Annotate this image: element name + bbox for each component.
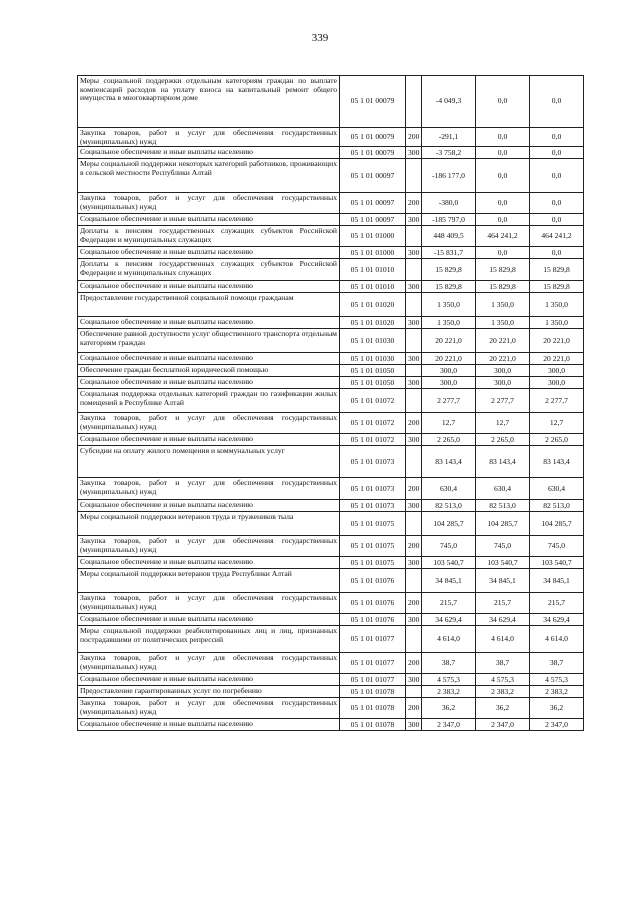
- row-amount-2-cell: 4 614,0: [476, 626, 530, 653]
- table-row: [78, 329, 584, 353]
- row-amount-1-cell: 745,0: [422, 536, 476, 557]
- row-expense-type-cell: [406, 446, 422, 478]
- row-amount-1-cell: -186 177,0: [422, 159, 476, 193]
- row-name-cell: Социальное обеспечение и иные выплаты населению: [78, 353, 340, 365]
- row-amount-3-cell: 82 513,0: [530, 500, 584, 512]
- row-name-cell: Закупка товаров, работ и услуг для обеспечения государственных (муниципальных) нужд: [78, 653, 340, 674]
- table-row: [78, 193, 584, 214]
- row-amount-1-cell: 38,7: [422, 653, 476, 674]
- row-code-cell: 05 1 01 00097: [340, 159, 406, 193]
- row-amount-3-cell: 15 829,8: [530, 281, 584, 293]
- row-amount-1-cell: 104 285,7: [422, 512, 476, 536]
- row-amount-3-cell: 34 629,4: [530, 614, 584, 626]
- row-name-cell: Закупка товаров, работ и услуг для обеспечения государственных (муниципальных) нужд: [78, 128, 340, 147]
- row-amount-3-cell: 20 221,0: [530, 353, 584, 365]
- row-amount-2-cell: 0,0: [476, 193, 530, 214]
- row-code-cell: 05 1 01 01078: [340, 698, 406, 719]
- row-amount-3-cell: 0,0: [530, 159, 584, 193]
- row-code-cell: 05 1 01 00097: [340, 214, 406, 226]
- row-amount-2-cell: 34 629,4: [476, 614, 530, 626]
- budget-table-body: [78, 76, 584, 731]
- row-amount-3-cell: 38,7: [530, 653, 584, 674]
- table-row: [78, 614, 584, 626]
- row-amount-2-cell: 1 350,0: [476, 317, 530, 329]
- row-amount-1-cell: 300,0: [422, 365, 476, 377]
- table-row: [78, 569, 584, 593]
- row-code-cell: 05 1 01 01076: [340, 569, 406, 593]
- row-code-cell: 05 1 01 01077: [340, 674, 406, 686]
- table-row: [78, 377, 584, 389]
- row-name-cell: Закупка товаров, работ и услуг для обеспечения государственных (муниципальных) нужд: [78, 536, 340, 557]
- table-row: [78, 317, 584, 329]
- row-amount-3-cell: 83 143,4: [530, 446, 584, 478]
- row-code-cell: 05 1 01 01076: [340, 593, 406, 614]
- row-name-cell: Субсидии на оплату жилого помещения и коммунальных услуг: [78, 446, 340, 478]
- row-name-cell: Социальное обеспечение и иные выплаты населению: [78, 281, 340, 293]
- row-amount-3-cell: 4 614,0: [530, 626, 584, 653]
- table-row: [78, 281, 584, 293]
- row-code-cell: 05 1 01 00079: [340, 147, 406, 159]
- row-code-cell: 05 1 01 01073: [340, 478, 406, 500]
- row-amount-3-cell: 0,0: [530, 76, 584, 128]
- row-expense-type-cell: [406, 626, 422, 653]
- row-amount-3-cell: 1 350,0: [530, 293, 584, 317]
- row-code-cell: 05 1 01 01077: [340, 653, 406, 674]
- row-name-cell: Меры социальной поддержки ветеранов труда и тружеников тыла: [78, 512, 340, 536]
- row-amount-2-cell: 745,0: [476, 536, 530, 557]
- table-row: [78, 76, 584, 128]
- row-code-cell: 05 1 01 01075: [340, 557, 406, 569]
- row-amount-1-cell: 103 540,7: [422, 557, 476, 569]
- row-code-cell: 05 1 01 01075: [340, 512, 406, 536]
- row-amount-2-cell: 0,0: [476, 247, 530, 259]
- row-amount-3-cell: 104 285,7: [530, 512, 584, 536]
- row-amount-3-cell: 0,0: [530, 128, 584, 147]
- row-amount-2-cell: 20 221,0: [476, 353, 530, 365]
- row-amount-2-cell: 0,0: [476, 147, 530, 159]
- row-amount-2-cell: 1 350,0: [476, 293, 530, 317]
- row-code-cell: 05 1 01 00079: [340, 76, 406, 128]
- table-row: [78, 686, 584, 698]
- row-amount-1-cell: 15 829,8: [422, 281, 476, 293]
- row-name-cell: Социальное обеспечение и иные выплаты населению: [78, 317, 340, 329]
- row-name-cell: Меры социальной поддержки реабилитированных лиц и лиц, признанных пострадавшими от политических репрессий: [78, 626, 340, 653]
- row-code-cell: 05 1 01 01050: [340, 377, 406, 389]
- row-amount-1-cell: 2 265,0: [422, 434, 476, 446]
- row-expense-type-cell: 200: [406, 128, 422, 147]
- row-amount-2-cell: 103 540,7: [476, 557, 530, 569]
- table-row: [78, 434, 584, 446]
- row-name-cell: Социальное обеспечение и иные выплаты населению: [78, 719, 340, 731]
- row-name-cell: Социальная поддержка отдельных категорий граждан по газификации жилых помещений в Республике Алтай: [78, 389, 340, 413]
- row-amount-2-cell: 82 513,0: [476, 500, 530, 512]
- table-row: [78, 698, 584, 719]
- row-code-cell: 05 1 01 01072: [340, 434, 406, 446]
- row-amount-3-cell: 300,0: [530, 377, 584, 389]
- table-row: [78, 500, 584, 512]
- row-amount-3-cell: 36,2: [530, 698, 584, 719]
- row-amount-2-cell: 20 221,0: [476, 329, 530, 353]
- row-amount-2-cell: 12,7: [476, 413, 530, 434]
- row-amount-3-cell: 300,0: [530, 365, 584, 377]
- row-amount-1-cell: 20 221,0: [422, 353, 476, 365]
- row-amount-3-cell: 2 383,2: [530, 686, 584, 698]
- row-amount-2-cell: 38,7: [476, 653, 530, 674]
- row-amount-1-cell: 36,2: [422, 698, 476, 719]
- row-expense-type-cell: 300: [406, 247, 422, 259]
- row-code-cell: 05 1 01 01000: [340, 226, 406, 247]
- row-amount-3-cell: 2 347,0: [530, 719, 584, 731]
- row-name-cell: Предоставление государственной социальной помощи гражданам: [78, 293, 340, 317]
- table-row: [78, 365, 584, 377]
- row-amount-1-cell: 34 629,4: [422, 614, 476, 626]
- row-amount-2-cell: 464 241,2: [476, 226, 530, 247]
- row-name-cell: Социальное обеспечение и иные выплаты населению: [78, 147, 340, 159]
- table-row: [78, 159, 584, 193]
- row-amount-2-cell: 300,0: [476, 377, 530, 389]
- row-code-cell: 05 1 01 01078: [340, 686, 406, 698]
- page-number: 339: [311, 32, 329, 44]
- row-code-cell: 05 1 01 01030: [340, 353, 406, 365]
- row-code-cell: 05 1 01 01078: [340, 719, 406, 731]
- row-code-cell: 05 1 01 01050: [340, 365, 406, 377]
- row-amount-2-cell: 36,2: [476, 698, 530, 719]
- row-expense-type-cell: [406, 329, 422, 353]
- row-amount-2-cell: 0,0: [476, 214, 530, 226]
- table-row: [78, 226, 584, 247]
- row-expense-type-cell: [406, 686, 422, 698]
- row-code-cell: 05 1 01 01073: [340, 446, 406, 478]
- row-amount-3-cell: 103 540,7: [530, 557, 584, 569]
- row-name-cell: Социальное обеспечение и иные выплаты населению: [78, 614, 340, 626]
- row-code-cell: 05 1 01 01077: [340, 626, 406, 653]
- row-code-cell: 05 1 01 01076: [340, 614, 406, 626]
- row-name-cell: Социальное обеспечение и иные выплаты населению: [78, 434, 340, 446]
- row-expense-type-cell: 200: [406, 698, 422, 719]
- budget-table: [77, 75, 584, 731]
- row-code-cell: 05 1 01 00097: [340, 193, 406, 214]
- row-expense-type-cell: 200: [406, 593, 422, 614]
- row-expense-type-cell: 300: [406, 281, 422, 293]
- row-amount-1-cell: 2 347,0: [422, 719, 476, 731]
- row-expense-type-cell: [406, 512, 422, 536]
- row-code-cell: 05 1 01 01000: [340, 247, 406, 259]
- row-amount-1-cell: 1 350,0: [422, 293, 476, 317]
- row-name-cell: Доплаты к пенсиям государственных служащих субъектов Российской Федерации и муниципальных служащих: [78, 259, 340, 281]
- row-amount-1-cell: 1 350,0: [422, 317, 476, 329]
- row-amount-3-cell: 15 829,8: [530, 259, 584, 281]
- row-amount-3-cell: 745,0: [530, 536, 584, 557]
- table-row: [78, 536, 584, 557]
- row-amount-3-cell: 464 241,2: [530, 226, 584, 247]
- row-name-cell: Меры социальной поддержки ветеранов труда Республики Алтай: [78, 569, 340, 593]
- row-expense-type-cell: [406, 226, 422, 247]
- row-amount-1-cell: 82 513,0: [422, 500, 476, 512]
- row-amount-3-cell: 2 277,7: [530, 389, 584, 413]
- row-name-cell: Социальное обеспечение и иные выплаты населению: [78, 214, 340, 226]
- row-amount-2-cell: 15 829,8: [476, 259, 530, 281]
- table-row: [78, 719, 584, 731]
- table-row: [78, 557, 584, 569]
- row-code-cell: 05 1 01 01072: [340, 413, 406, 434]
- row-name-cell: Социальное обеспечение и иные выплаты населению: [78, 247, 340, 259]
- row-amount-1-cell: 4 614,0: [422, 626, 476, 653]
- row-amount-3-cell: 0,0: [530, 247, 584, 259]
- table-row: [78, 626, 584, 653]
- row-expense-type-cell: [406, 569, 422, 593]
- row-name-cell: Закупка товаров, работ и услуг для обеспечения государственных (муниципальных) нужд: [78, 193, 340, 214]
- row-amount-1-cell: -15 831,7: [422, 247, 476, 259]
- row-amount-1-cell: 15 829,8: [422, 259, 476, 281]
- row-amount-1-cell: -4 049,3: [422, 76, 476, 128]
- row-expense-type-cell: 200: [406, 536, 422, 557]
- row-code-cell: 05 1 01 00079: [340, 128, 406, 147]
- row-name-cell: Обеспечение равной доступности услуг общественного транспорта отдельным категориям граждан: [78, 329, 340, 353]
- row-name-cell: Социальное обеспечение и иные выплаты населению: [78, 557, 340, 569]
- row-expense-type-cell: [406, 389, 422, 413]
- row-name-cell: Социальное обеспечение и иные выплаты населению: [78, 377, 340, 389]
- row-amount-2-cell: 0,0: [476, 128, 530, 147]
- row-expense-type-cell: 300: [406, 214, 422, 226]
- table-row: [78, 674, 584, 686]
- row-amount-2-cell: 2 277,7: [476, 389, 530, 413]
- row-amount-3-cell: 0,0: [530, 214, 584, 226]
- row-code-cell: 05 1 01 01020: [340, 293, 406, 317]
- row-amount-3-cell: 215,7: [530, 593, 584, 614]
- row-expense-type-cell: 300: [406, 353, 422, 365]
- row-amount-2-cell: 0,0: [476, 159, 530, 193]
- table-row: [78, 293, 584, 317]
- row-amount-3-cell: 1 350,0: [530, 317, 584, 329]
- row-amount-2-cell: 215,7: [476, 593, 530, 614]
- table-row: [78, 128, 584, 147]
- row-expense-type-cell: [406, 293, 422, 317]
- row-amount-3-cell: 12,7: [530, 413, 584, 434]
- row-amount-1-cell: 215,7: [422, 593, 476, 614]
- row-name-cell: Меры социальной поддержки отдельным категориям граждан по выплате компенсаций расходов на уплату взноса на капитальный ремонт общего имущества в многоквартирном доме: [78, 76, 340, 128]
- row-name-cell: Социальное обеспечение и иные выплаты населению: [78, 500, 340, 512]
- row-amount-1-cell: 20 221,0: [422, 329, 476, 353]
- row-expense-type-cell: 200: [406, 413, 422, 434]
- row-name-cell: Предоставление гарантированных услуг по погребению: [78, 686, 340, 698]
- row-amount-2-cell: 104 285,7: [476, 512, 530, 536]
- table-row: [78, 512, 584, 536]
- row-amount-3-cell: 2 265,0: [530, 434, 584, 446]
- row-amount-1-cell: 300,0: [422, 377, 476, 389]
- row-amount-3-cell: 0,0: [530, 193, 584, 214]
- row-amount-1-cell: -185 797,0: [422, 214, 476, 226]
- row-code-cell: 05 1 01 01020: [340, 317, 406, 329]
- row-amount-1-cell: 448 409,5: [422, 226, 476, 247]
- row-amount-2-cell: 34 845,1: [476, 569, 530, 593]
- row-expense-type-cell: 300: [406, 557, 422, 569]
- row-amount-3-cell: 34 845,1: [530, 569, 584, 593]
- row-expense-type-cell: 300: [406, 147, 422, 159]
- row-amount-3-cell: 20 221,0: [530, 329, 584, 353]
- table-row: [78, 446, 584, 478]
- row-expense-type-cell: 300: [406, 377, 422, 389]
- row-expense-type-cell: [406, 76, 422, 128]
- row-expense-type-cell: 300: [406, 674, 422, 686]
- table-row: [78, 353, 584, 365]
- row-name-cell: Закупка товаров, работ и услуг для обеспечения государственных (муниципальных) нужд: [78, 593, 340, 614]
- table-row: [78, 247, 584, 259]
- row-expense-type-cell: 300: [406, 614, 422, 626]
- row-expense-type-cell: 300: [406, 719, 422, 731]
- row-expense-type-cell: 300: [406, 500, 422, 512]
- row-code-cell: 05 1 01 01030: [340, 329, 406, 353]
- row-amount-1-cell: 12,7: [422, 413, 476, 434]
- row-code-cell: 05 1 01 01010: [340, 259, 406, 281]
- row-name-cell: Закупка товаров, работ и услуг для обеспечения государственных (муниципальных) нужд: [78, 413, 340, 434]
- row-amount-2-cell: 4 575,3: [476, 674, 530, 686]
- row-amount-1-cell: 630,4: [422, 478, 476, 500]
- row-amount-1-cell: 2 277,7: [422, 389, 476, 413]
- row-amount-1-cell: -3 758,2: [422, 147, 476, 159]
- row-expense-type-cell: [406, 259, 422, 281]
- row-code-cell: 05 1 01 01073: [340, 500, 406, 512]
- row-expense-type-cell: [406, 365, 422, 377]
- row-amount-2-cell: 630,4: [476, 478, 530, 500]
- row-code-cell: 05 1 01 01072: [340, 389, 406, 413]
- row-code-cell: 05 1 01 01010: [340, 281, 406, 293]
- table-row: [78, 389, 584, 413]
- row-expense-type-cell: 300: [406, 434, 422, 446]
- row-name-cell: Социальное обеспечение и иные выплаты населению: [78, 674, 340, 686]
- row-amount-2-cell: 2 265,0: [476, 434, 530, 446]
- row-amount-1-cell: -380,0: [422, 193, 476, 214]
- table-row: [78, 147, 584, 159]
- row-amount-2-cell: 2 347,0: [476, 719, 530, 731]
- table-row: [78, 593, 584, 614]
- row-code-cell: 05 1 01 01075: [340, 536, 406, 557]
- row-name-cell: Меры социальной поддержки некоторых категорий работников, проживающих в сельской местности Республики Алтай: [78, 159, 340, 193]
- row-name-cell: Закупка товаров, работ и услуг для обеспечения государственных (муниципальных) нужд: [78, 698, 340, 719]
- row-name-cell: Закупка товаров, работ и услуг для обеспечения государственных (муниципальных) нужд: [78, 478, 340, 500]
- row-expense-type-cell: 300: [406, 317, 422, 329]
- table-row: [78, 259, 584, 281]
- table-row: [78, 214, 584, 226]
- row-amount-1-cell: 2 383,2: [422, 686, 476, 698]
- row-amount-1-cell: -291,1: [422, 128, 476, 147]
- row-amount-1-cell: 34 845,1: [422, 569, 476, 593]
- row-amount-2-cell: 83 143,4: [476, 446, 530, 478]
- row-expense-type-cell: [406, 159, 422, 193]
- row-amount-1-cell: 4 575,3: [422, 674, 476, 686]
- row-amount-2-cell: 15 829,8: [476, 281, 530, 293]
- row-amount-2-cell: 0,0: [476, 76, 530, 128]
- row-expense-type-cell: 200: [406, 193, 422, 214]
- row-amount-3-cell: 630,4: [530, 478, 584, 500]
- table-row: [78, 653, 584, 674]
- row-amount-2-cell: 300,0: [476, 365, 530, 377]
- row-amount-3-cell: 0,0: [530, 147, 584, 159]
- row-amount-1-cell: 83 143,4: [422, 446, 476, 478]
- row-amount-2-cell: 2 383,2: [476, 686, 530, 698]
- table-row: [78, 478, 584, 500]
- row-name-cell: Обеспечение граждан бесплатной юридической помощью: [78, 365, 340, 377]
- row-amount-3-cell: 4 575,3: [530, 674, 584, 686]
- row-name-cell: Доплаты к пенсиям государственных служащих субъектов Российской Федерации и муниципальных служащих: [78, 226, 340, 247]
- row-expense-type-cell: 200: [406, 478, 422, 500]
- table-row: [78, 413, 584, 434]
- row-expense-type-cell: 200: [406, 653, 422, 674]
